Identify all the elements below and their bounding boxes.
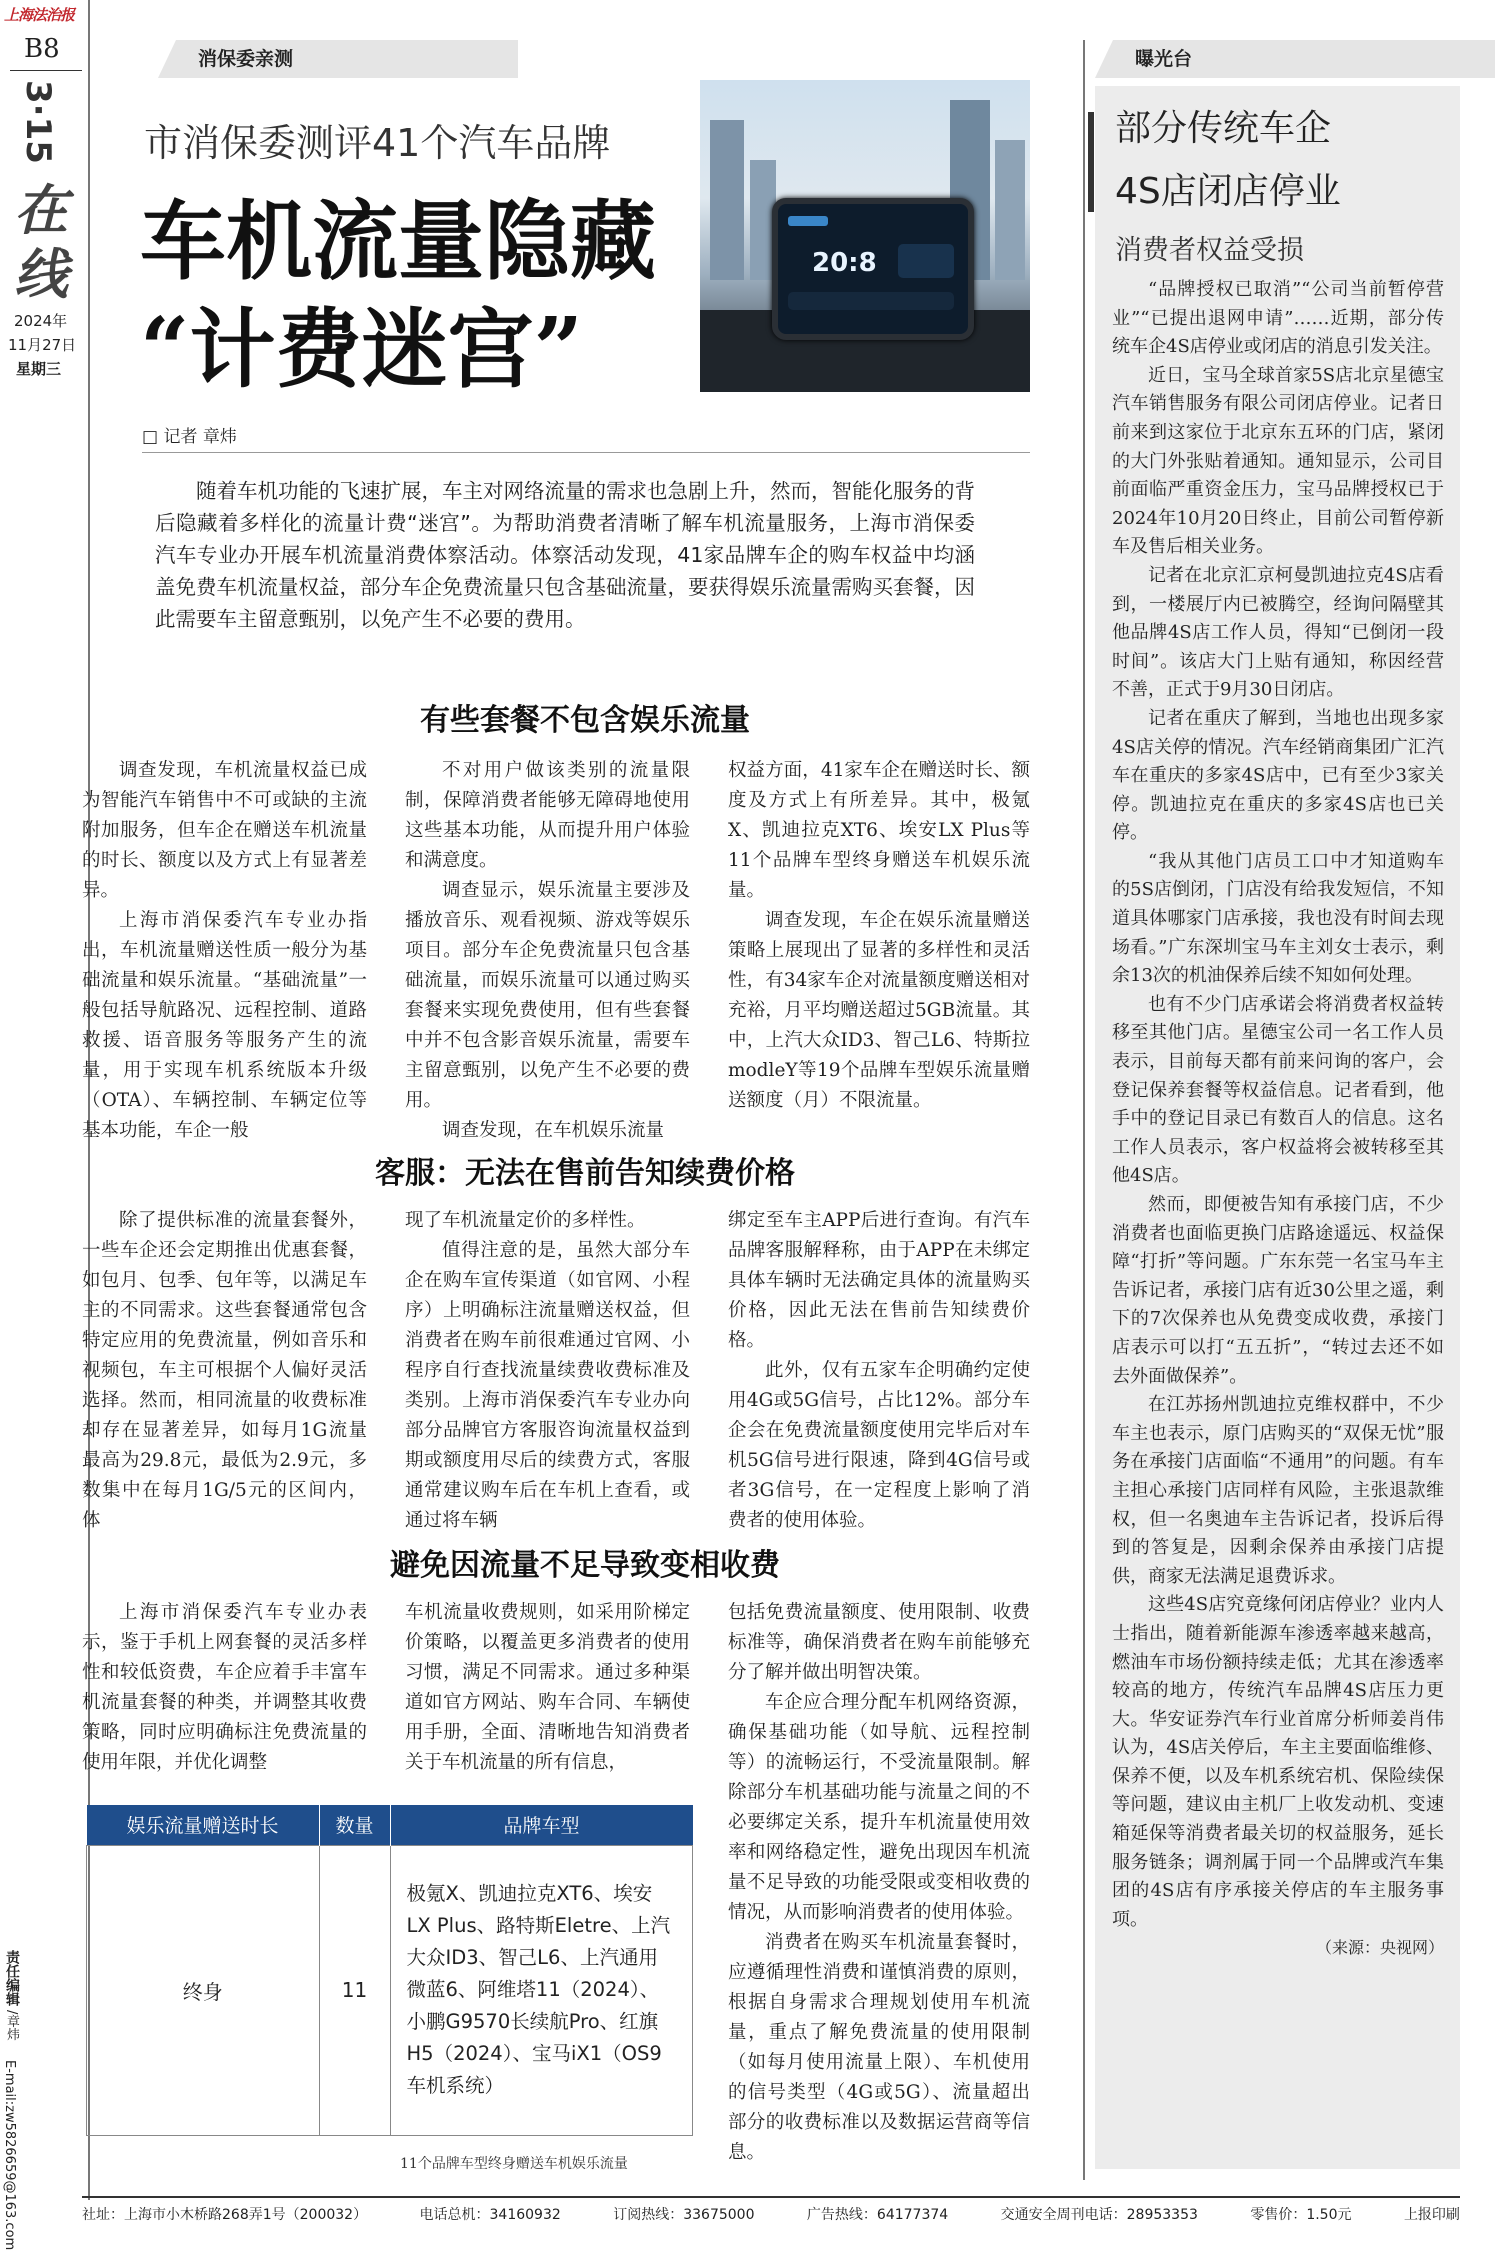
section-tag-exposure: 曝光台 [1095, 40, 1495, 78]
paragraph: 调查显示，娱乐流量主要涉及播放音乐、观看视频、游戏等娱乐项目。部分车企免费流量只包含基础流量，而娱乐流量可以通过购买套餐来实现免费使用，但有些套餐中并不包含影音娱乐流量，需要车主留意甄别，以免产生不必要的费用。 [405, 880, 690, 1111]
infotainment-screen [772, 198, 974, 340]
paragraph: 记者在重庆了解到，当地也出现多家4S店关停的情况。汽车经销商集团广汇汽车在重庆的多家4S店中，已有至少3家关停。凯迪拉克在重庆的多家4S店也已关停。 [1112, 707, 1444, 844]
section3-col2 [405, 1598, 690, 1778]
lead-text: 随着车机功能的飞速扩展，车主对网络流量的需求也急剧上升，然而，智能化服务的背后隐藏着多样化的流量计费“迷宫”。为帮助消费者清晰了解车机流量服务，上海市消保委汽车专业办开展车机流量消费体察活动。体察活动发现，41家品牌车企的购车权益中均涵盖免费车机流量权益，部分车企免费流量只包含基础流量，要获得娱乐流量需购买套餐，因此需要车主留意甄别，以免产生不必要的费用。 [155, 479, 975, 631]
section1-col1 [82, 756, 367, 1146]
article-kicker: 市消保委测评41个汽车品牌 [144, 121, 611, 165]
screen-widget [788, 292, 954, 310]
paragraph: “品牌授权已取消”“公司当前暂停营业”“已提出退网申请”……近期，部分传统车企4S店停业或闭店的消息引发关注。 [1112, 279, 1444, 358]
side-column-rule [1083, 40, 1085, 2180]
table-cell-duration: 终身 [87, 1845, 320, 2135]
paragraph: 这些4S店究竟缘何闭店停业？业内人士指出，随着新能源车渗透率越来越高，燃油车市场份额持续走低；尤其在渗透率较高的地方，传统汽车品牌4S店压力更大。华安证券汽车行业首席分析师姜肖伟认为，4S店关停后，车主主要面临维修、保养不便，以及车机系统宕机、保险续保等问题，建议由主机厂上收发动机、变速箱延保等消费者最关切的权益服务，延长服务链条；调剂属于同一个品牌或汽车集团的4S店有序承接关停店的车主服务事项。 [1112, 1594, 1444, 1930]
lead-paragraph [155, 475, 975, 635]
page-number: B8 [24, 34, 60, 64]
section-heading-2: 客服：无法在售前告知续费价格 [375, 1156, 795, 1191]
footer-ads: 广告热线：64177374 [806, 2207, 949, 2223]
article-source: （来源：央视网） [1315, 1938, 1444, 1958]
photo-building [710, 120, 744, 280]
table-row [87, 1845, 693, 2135]
paragraph: 此外，仅有五家车企明确约定使用4G或5G信号，占比12%。部分车企会在免费流量额度使用完毕后对车机5G信号进行限速，降到4G信号或者3G信号，在一定程度上影响了消费者的使用体验。 [728, 1360, 1030, 1531]
byline-rule [142, 452, 1030, 453]
section1-col2 [405, 756, 690, 1146]
side-title-line1: 部分传统车企 [1115, 108, 1332, 149]
issue-weekday: 星期三 [16, 360, 62, 378]
paragraph: 调查发现，车企在娱乐流量赠送策略上展现出了显著的多样性和灵活性，有34家车企对流量额度赠送相对充裕，月平均赠送超过5GB流量。其中，上汽大众ID3、智己L6、特斯拉modleY等19个品牌车型娱乐流量赠送额度（月）不限流量。 [728, 910, 1030, 1111]
table-header: 品牌车型 [503, 1815, 580, 1838]
section3-col3 [728, 1598, 1030, 2168]
paragraph: 也有不少门店承诺会将消费者权益转移至其他门店。星德宝公司一名工作人员表示，目前每天都有前来问询的客户，会登记保养套餐等权益信息。记者看到，他手中的登记目录已有数百人的信息。这名工作人员表示，客户权益将会被转移至其他4S店。 [1112, 993, 1444, 1187]
table-header-row [87, 1805, 693, 1845]
lifetime-data-table [86, 1805, 693, 2136]
footer-rule [82, 2196, 1460, 2198]
paragraph: 在江苏扬州凯迪拉克维权群中，不少车主也表示，原门店购买的“双保无忧”服务在承接门店面临“不通用”的问题。有车主担心承接门店同样有风险，主张退款维权，但一名奥迪车主告诉记者，投诉后得到的答复是，因剩余保养由承接门店提供，商家无法满足退费诉求。 [1112, 1394, 1444, 1587]
table-header: 娱乐流量赠送时长 [87, 1805, 320, 1845]
section-heading-3: 避免因流量不足导致变相收费 [390, 1548, 780, 1583]
paragraph: 调查发现，车机流量权益已成为智能汽车销售中不可或缺的主流附加服务，但车企在赠送车机流量的时长、额度以及方式上有显著差异。 [82, 760, 367, 901]
masthead-logo: 上海法治报 [4, 6, 75, 24]
photo-building [995, 140, 1025, 280]
paragraph: 上海市消保委汽车专业办表示，鉴于手机上网套餐的灵活多样性和较低资费，车企应着手丰富车机流量套餐的种类，并调整其收费策略，同时应明确标注免费流量的使用年限，并优化调整 [82, 1602, 367, 1773]
section-tag-consumer-test: 消保委亲测 [158, 40, 518, 78]
screen-widget [898, 244, 954, 278]
section2-col1 [82, 1206, 367, 1536]
paragraph: 现了车机流量定价的多样性。 [405, 1210, 646, 1231]
article-title-line2: “计费迷宫” [140, 299, 583, 400]
section2-col3 [728, 1206, 1030, 1536]
paragraph: 车机流量收费规则，如采用阶梯定价策略，以覆盖更多消费者的使用习惯，满足不同需求。通过多种渠道如官方网站、购车合同、车辆使用手册，全面、清晰地告知消费者关于车机流量的所有信息， [405, 1602, 690, 1773]
article-title-line1: 车机流量隐藏 [140, 191, 656, 292]
section-name-315: 3·15 [18, 80, 58, 164]
section3-col1 [82, 1598, 367, 1778]
editor-email: E-mail:zw5826659@163.com [2, 2060, 17, 2251]
paragraph: 除了提供标准的流量套餐外，一些车企还会定期推出优惠套餐，如包月、包季、包年等，以满足车主的不同需求。这些套餐通常包含特定应用的免费流量，例如音乐和视频包，车主可根据个人偏好灵活选择。然而，相同流量的收费标准却存在显著差异，如每月1G流量最高为29.8元，最低为2.9元，多数集中在每月1G/5元的区间内，体 [82, 1210, 367, 1531]
screen-widget [788, 216, 828, 226]
side-title-bar [1088, 112, 1094, 212]
table-cell-count: 11 [319, 1845, 390, 2135]
side-body [1112, 276, 1444, 1962]
issue-year: 2024年 [14, 312, 68, 330]
paragraph: 近日，宝马全球首家5S店北京星德宝汽车销售服务有限公司闭店停业。记者日前来到这家位于北京东五环的门店，紧闭的大门外张贴着通知。通知显示，公司目前面临严重资金压力，宝马品牌授权已于2024年10月20日终止，目前公司暂停新车及售后相关业务。 [1112, 364, 1444, 558]
paragraph: 权益方面，41家车企在赠送时长、额度及方式上有所差异。其中，极氪X、凯迪拉克XT6、埃安LX Plus等11个品牌车型终身赠送车机娱乐流量。 [728, 760, 1030, 901]
section2-col2 [405, 1206, 690, 1536]
paragraph: 包括免费流量额度、使用限制、收费标准等，确保消费者在购车前能够充分了解并做出明智决策。 [728, 1602, 1030, 1683]
footer-bar [82, 2204, 1460, 2230]
footer-traffic: 交通安全周刊电话：28953353 [1000, 2207, 1198, 2223]
section1-col3 [728, 756, 1030, 1116]
section-name-xian: 线 [14, 242, 68, 306]
table-header: 数量 [319, 1805, 390, 1845]
section-name-zai: 在 [14, 178, 68, 242]
paragraph: 然而，即便被告知有承接门店，不少消费者也面临更换门店路途遥远、权益保障“打折”等问题。广东东莞一名宝马车主告诉记者，承接门店有近30公里之遥，剩下的7次保养也从免费变成收费，承接门店表示可以打“五五折”，“转过去还不如去外面做保养”。 [1112, 1194, 1444, 1387]
footer-printer: 上报印刷 [1403, 2207, 1460, 2223]
paragraph: 消费者在购买车机流量套餐时，应遵循理性消费和谨慎消费的原则，根据自身需求合理规划使用车机流量，重点了解免费流量的使用限制（如每月使用流量上限）、车机使用的信号类型（4G或5G）、流量超出部分的收费标准以及数据运营商等信息。 [728, 1932, 1030, 2163]
article-photo [700, 80, 1030, 392]
paragraph: 绑定至车主APP后进行查询。有汽车品牌客服解释称，由于APP在未绑定具体车辆时无法确定具体的流量购买价格，因此无法在售前告知续费价格。 [728, 1210, 1030, 1351]
footer-phone: 电话总机：34160932 [419, 2207, 561, 2223]
paragraph: 调查发现，在车机娱乐流量 [442, 1120, 665, 1141]
footer-price: 零售价：1.50元 [1250, 2207, 1352, 2223]
side-title-line2: 4S店闭店停业 [1115, 171, 1341, 212]
article-byline: □ 记者 章炜 [142, 427, 237, 447]
table-cell-models: 极氪X、凯迪拉克XT6、埃安LX Plus、路特斯Eletre、上汽大众ID3、智己L6、上汽通用微蓝6、阿维塔11（2024）、小鹏G9570长续航Pro、红旗H5（2024）、宝马iX1（OS9车机系统） [390, 1845, 693, 2135]
screen-clock: 20:8 [812, 248, 877, 278]
paragraph: 不对用户做该类别的流量限制，保障消费者能够无障碍地使用这些基本功能，从而提升用户体验和满意度。 [405, 760, 690, 871]
paragraph: 车企应合理分配车机网络资源，确保基础功能（如导航、远程控制等）的流畅运行，不受流量限制。解除部分车机基础功能与流量之间的不必要绑定关系，提升车机流量使用效率和网络稳定性，避免出现因车机流量不足导致的功能受限或变相收费的情况，从而影响消费者的使用体验。 [728, 1692, 1030, 1923]
side-subtitle: 消费者权益受损 [1115, 235, 1304, 266]
issue-date: 11月27日 [8, 336, 77, 354]
paragraph: 值得注意的是，虽然大部分车企在购车宣传渠道（如官网、小程序）上明确标注流量赠送权益，但消费者在购车前很难通过官网、小程序自行查找流量续费收费标准及类别。上海市消保委汽车专业办向部分品牌官方客服咨询流量权益到期或额度用尽后的续费方式，客服通常建议购车后在车机上查看，或通过将车辆 [405, 1240, 690, 1531]
paragraph: 上海市消保委汽车专业办指出，车机流量赠送性质一般分为基础流量和娱乐流量。“基础流量”一般包括导航路况、远程控制、道路救援、语音服务等服务产生的流量，用于实现车机系统版本升级（OTA）、车辆控制、车辆定位等基本功能，车企一般 [82, 910, 367, 1141]
paragraph: 记者在北京汇京柯曼凯迪拉克4S店看到，一楼展厅内已被腾空，经询问隔壁其他品牌4S店工作人员，得知“已倒闭一段时间”。该店大门上贴有通知，称因经营不善，正式于9月30日闭店。 [1112, 564, 1444, 701]
footer-address: 社址：上海市小木桥路268弄1号（200032） [82, 2207, 368, 2223]
paragraph: “我从其他门店员工口中才知道购车的5S店倒闭，门店没有给我发短信，不知道具体哪家门店承接，我也没有时间去现场看。”广东深圳宝马车主刘女士表示，剩余13次的机油保养后续不知如何处理。 [1112, 850, 1444, 987]
editor-label: 责任编辑 [4, 1950, 20, 2006]
masthead-rule [10, 70, 82, 71]
section-heading-1: 有些套餐不包含娱乐流量 [420, 703, 750, 738]
footer-subscribe: 订阅热线：33675000 [613, 2207, 755, 2223]
editor-name: /章炜 [4, 2010, 19, 2041]
table-caption: 11个品牌车型终身赠送车机娱乐流量 [400, 2156, 628, 2172]
